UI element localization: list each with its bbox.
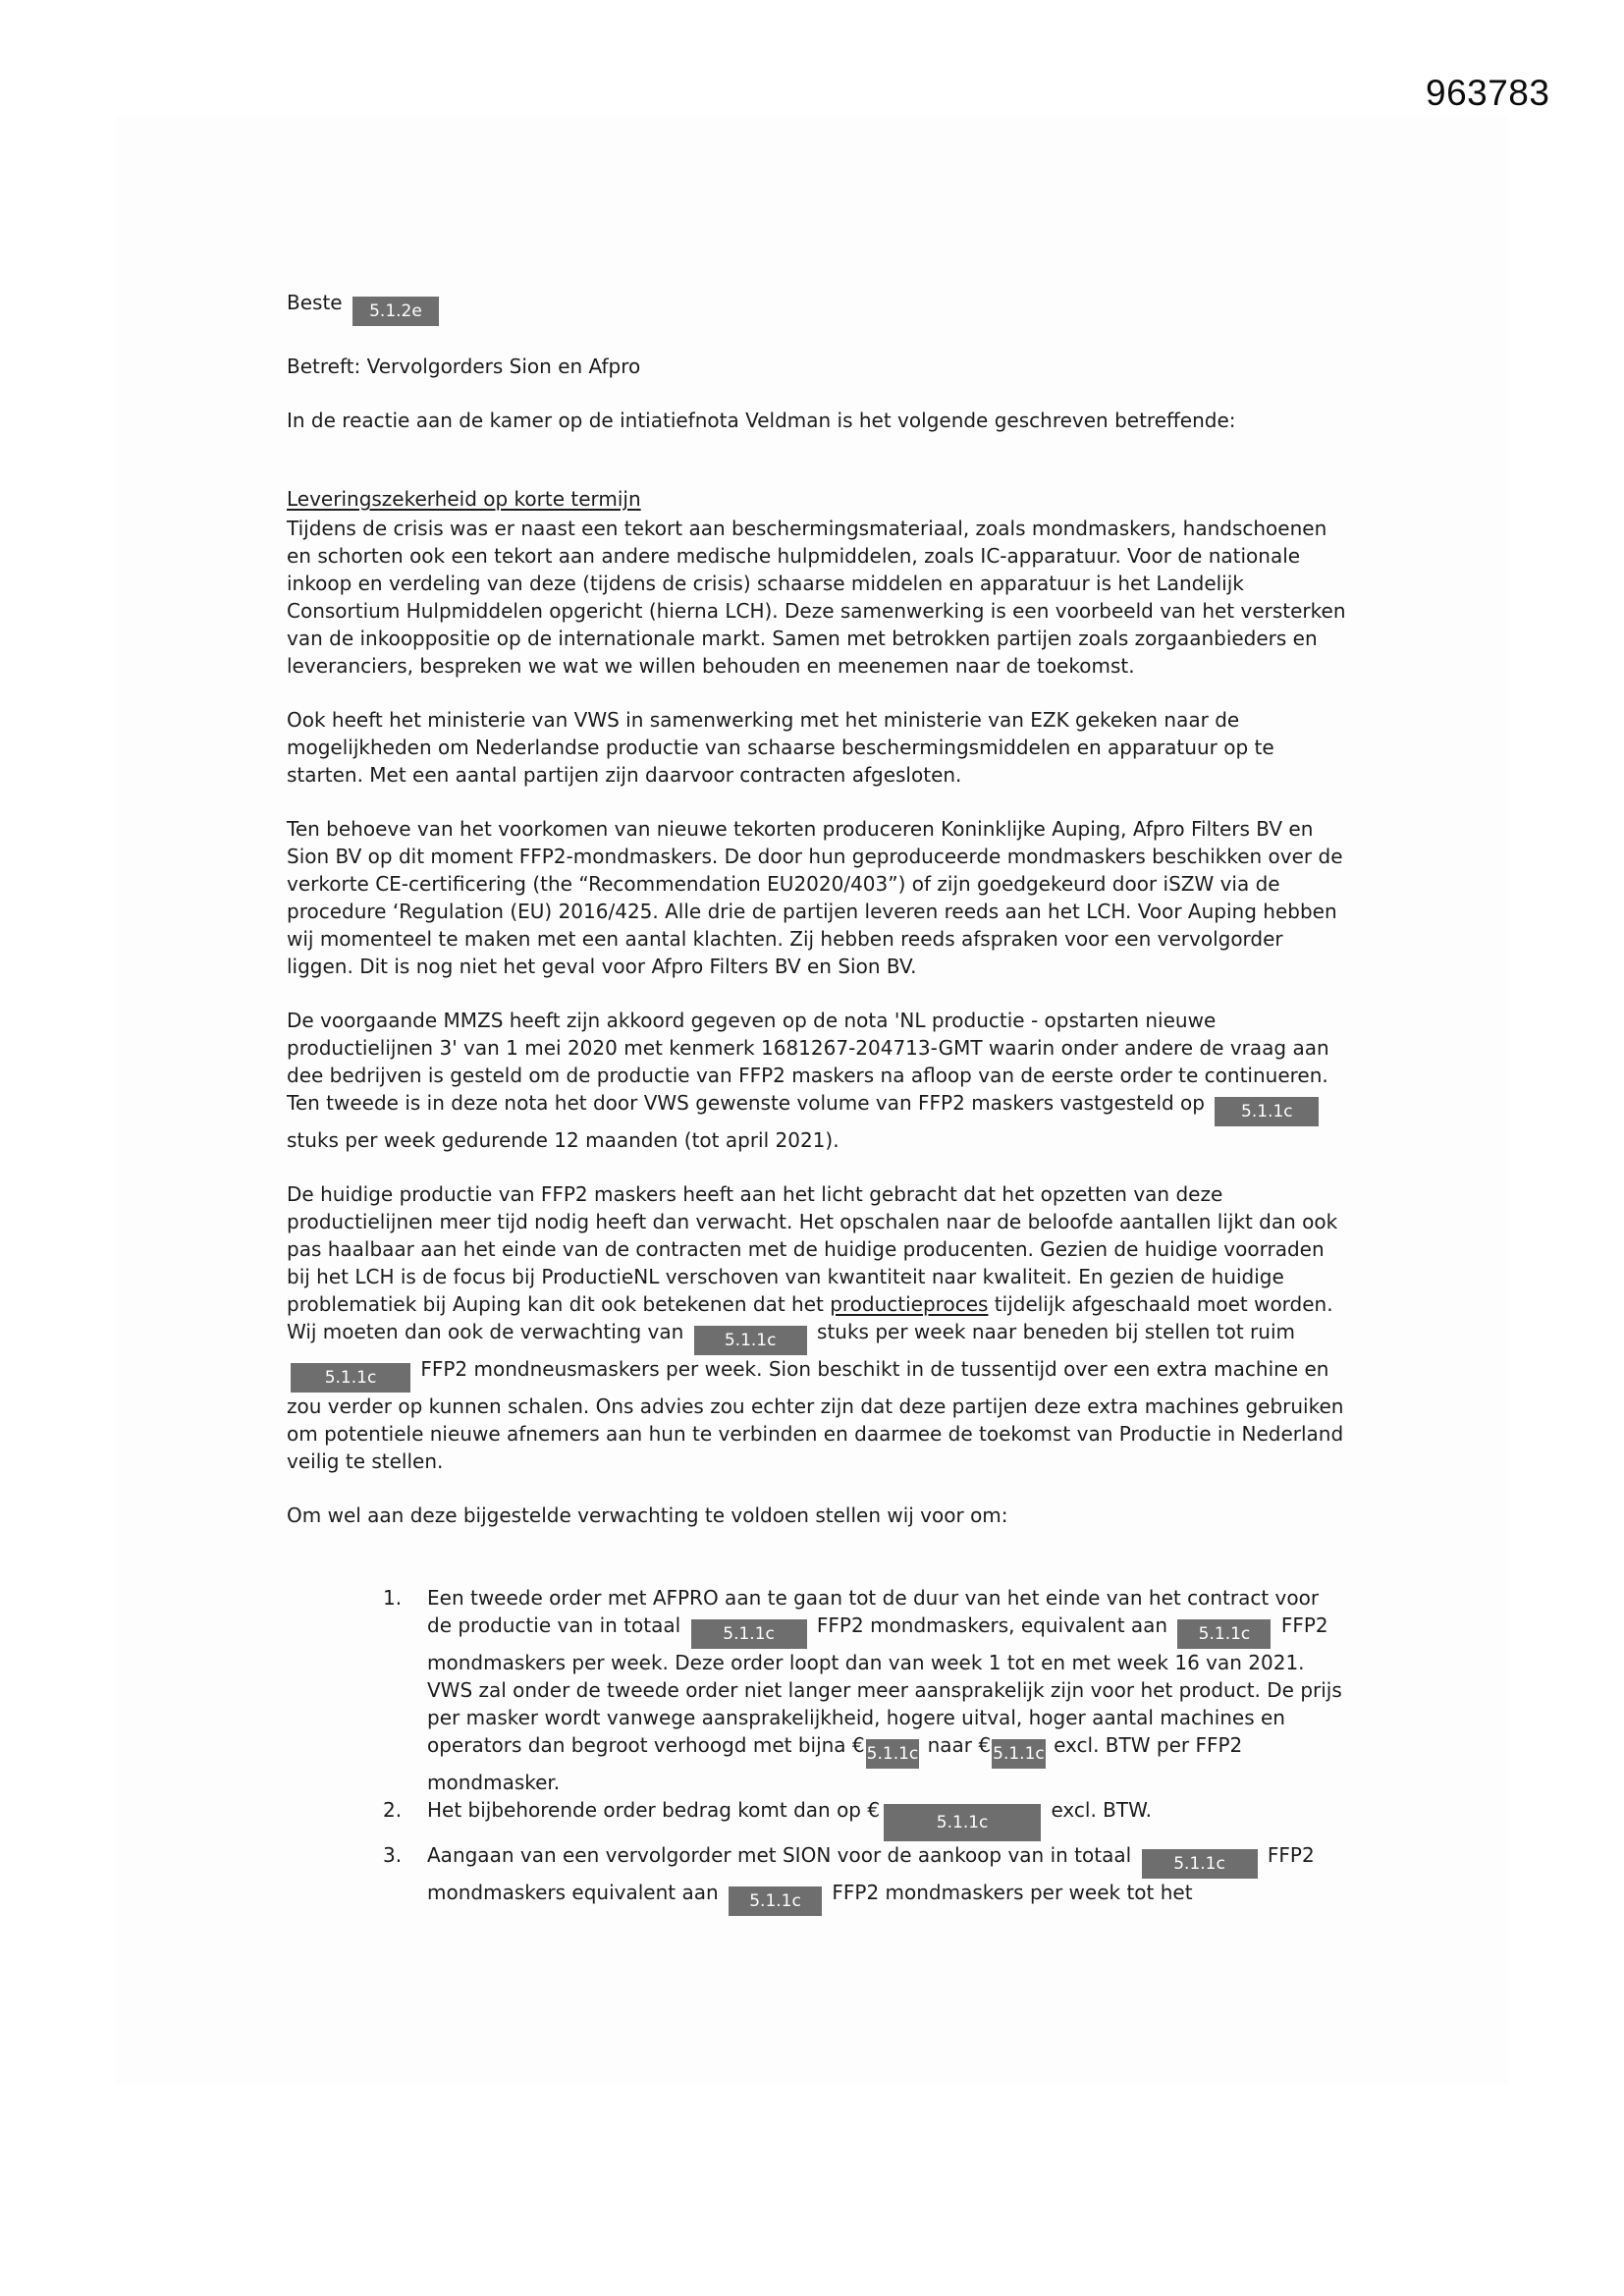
list-item <box>287 1796 1347 1841</box>
redaction-box: 5.1.1c <box>866 1739 920 1769</box>
list-item-number: 1. <box>383 1586 403 1610</box>
redaction-box: 5.1.1c <box>1142 1849 1258 1879</box>
paragraph: Om wel aan deze bijgestelde verwachting te voldoen stellen wij voor om: <box>287 1503 1008 1527</box>
paragraph: Beste 5.1.2e <box>287 289 1347 326</box>
redaction-box: 5.1.1c <box>992 1739 1046 1769</box>
paragraph: Ten behoeve van het voorkomen van nieuwe tekorten produceren Koninklijke Auping, Afpro Filters BV en Sion BV op dit moment FFP2-mondmaskers. De door hun geproduceerde mondmaskers beschikken over de verkorte CE-certificering (the “Recommendation EU2020/403”) of zijn goedgekeurd door iSZW via de procedure ‘Regulation (EU) 2016/425. Alle drie de partijen leveren reeds aan het LCH. Voor Auping hebben wij momenteel te maken met een aantal klachten. Zij hebben reeds afspraken voor een vervolgorder liggen. Dit is nog niet het geval voor Afpro Filters BV en Sion BV. <box>287 817 1343 978</box>
section-heading: Leveringszekerheid op korte termijn <box>287 487 641 511</box>
redaction-box: 5.1.1c <box>729 1886 822 1916</box>
paragraph: De voorgaande MMZS heeft zijn akkoord gegeven op de nota 'NL productie - opstarten nieuwe productielijnen 3' van 1 mei 2020 met kenmerk 1681267-204713-GMT waarin onder andere de vraag aan dee bedrijven is gesteld om de productie van FFP2 maskers na afloop van de eerste order te continueren. Ten tweede is in deze nota het door VWS gewenste volume van FFP2 maskers vastgesteld op 5.1.1c stuks per week gedurende 12 maanden (tot april 2021). <box>287 1009 1329 1152</box>
redaction-box: 5.1.1c <box>1215 1097 1319 1126</box>
list-item-text: Aangaan van een vervolgorder met SION voor de aankoop van in totaal 5.1.1c FFP2 mondmaskers equivalent aan 5.1.1c FFP2 mondmaskers per week tot het <box>427 1841 1347 1916</box>
paragraph: Tijdens de crisis was er naast een tekort aan beschermingsmateriaal, zoals mondmaskers, handschoenen en schorten ook een tekort aan andere medische hulpmiddelen, zoals IC-apparatuur. Voor de nationale inkoop en verdeling van deze (tijdens de crisis) schaarse middelen en apparatuur is het Landelijk Consortium Hulpmiddelen opgericht (hierna LCH). Deze samenwerking is een voorbeeld van het versterken van de inkooppositie op de internationale markt. Samen met betrokken partijen zoals zorgaanbieders en leveranciers, bespreken we wat we willen behouden en meenemen naar de toekomst. <box>287 517 1346 678</box>
list-item-text: Een tweede order met AFPRO aan te gaan tot de duur van het einde van het contract voor de productie van in totaal 5.1.1c FFP2 mondmaskers, equivalent aan 5.1.1c FFP2 mondmaskers per week. Deze order loopt dan van week 1 tot en met week 16 van 2021. VWS zal onder de tweede order niet langer meer aansprakelijk zijn voor het product. De prijs per masker wordt vanwege aansprakelijkheid, hogere uitval, hoger aantal machines en operators dan begroot verhoogd met bijna € 5.1.1c naar € 5.1.1c excl. BTW per FFP2 mondmasker. <box>427 1586 1342 1794</box>
paragraph: De huidige productie van FFP2 maskers heeft aan het licht gebracht dat het opzetten van deze productielijnen meer tijd nodig heeft dan verwacht. Het opschalen naar de beloofde aantallen lijkt dan ook pas haalbaar aan het einde van de contracten met de huidige producenten. Gezien de huidige voorraden bij het LCH is de focus bij ProductieNL verschoven van kwantiteit naar kwaliteit. En gezien de huidige problematiek bij Auping kan dit ook betekenen dat het productieproces tijdelijk afgeschaald moet worden. Wij moeten dan ook de verwachting van 5.1.1c stuks per week naar beneden bij stellen tot ruim 5.1.1c FFP2 mondneusmaskers per week. Sion beschikt in de tussentijd over een extra machine en zou verder op kunnen schalen. Ons advies zou echter zijn dat deze partijen deze extra machines gebruiken om potentiele nieuwe afnemers aan hun te verbinden en daarmee de toekomst van Productie in Nederland veilig te stellen. <box>287 1182 1344 1473</box>
document-body <box>287 289 1347 1916</box>
list-item-number: 2. <box>383 1798 403 1822</box>
redaction-box: 5.1.1c <box>291 1363 410 1393</box>
document-number: 963783 <box>1426 73 1550 113</box>
list-item-number: 3. <box>383 1843 403 1867</box>
paragraph: In de reactie aan de kamer op de intiatiefnota Veldman is het volgende geschreven betreffende: <box>287 409 1236 432</box>
redaction-box: 5.1.2e <box>352 297 439 326</box>
redaction-box: 5.1.1c <box>1177 1619 1271 1649</box>
list-item-text: Het bijbehorende order bedrag komt dan op €5.1.1c excl. BTW. <box>427 1796 1347 1841</box>
list-item <box>287 1584 1347 1796</box>
ordered-list <box>287 1584 1347 1916</box>
paragraph: Betreft: Vervolgorders Sion en Afpro <box>287 355 641 378</box>
paragraph: Ook heeft het ministerie van VWS in samenwerking met het ministerie van EZK gekeken naar de mogelijkheden om Nederlandse productie van schaarse beschermingsmiddelen en apparatuur op te starten. Met een aantal partijen zijn daarvoor contracten afgesloten. <box>287 708 1274 787</box>
redaction-box: 5.1.1c <box>691 1619 807 1649</box>
redaction-box: 5.1.1c <box>884 1804 1041 1841</box>
list-item <box>287 1841 1347 1916</box>
underlined-text: productieproces <box>830 1292 989 1316</box>
redaction-box: 5.1.1c <box>694 1326 807 1355</box>
